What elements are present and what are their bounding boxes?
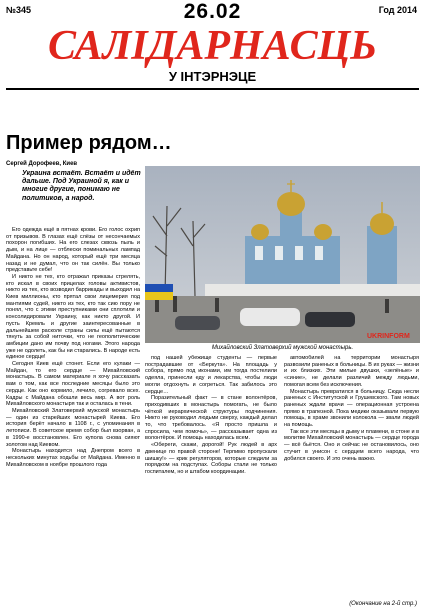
continuation-note: (Окончание на 2-й стр.) [349, 601, 417, 607]
issue-number: №345 [6, 5, 32, 15]
paragraph: Монастырь находится над Днепром всего в нескольких минутах ходьбы от Майдана. Именно в Михайловском в ноябре прошлого года [6, 448, 140, 468]
article-lede: Украина встаёт. Встаёт и идёт дальше. Под Украиной я, как и многие другие, понимаю не политиков, а народ. [22, 170, 141, 202]
photo-caption: Михайловский Златоверхий мужской монастырь. [211, 345, 354, 351]
newspaper-masthead: САЛIДАРНАСЦЬ [48, 22, 377, 69]
article-byline: Сергей Дорофеев, Киев [6, 161, 78, 167]
paragraph: под нашей убежище студенты — первые пострадавшие от «Беркута». На площадь у собора, прямо под иконами, им тогда постелили одеяла, принесли еду и лекарства, чтобы люди могли отдохнуть и согреться. Так забилось это сердце… [145, 355, 277, 395]
paragraph: Монастырь превратился в больницу. Сюда несли раненых с Институтской и Грушевского. Там новых раненых ждали врачи — операционная устроена прямо в трапезной. Пока медики оказывали первую помощь, в храме звонили колокола — звали людей на помощь. [284, 388, 419, 429]
issue-date: 26.02 [183, 0, 242, 23]
article-column-2 [145, 355, 277, 601]
monastery-photo [145, 166, 420, 343]
newspaper-subhead: У ІНТЭРНЭЦЕ [168, 69, 257, 84]
article-column-3 [284, 355, 419, 587]
paragraph: «Обереги, скажи, дорогой! Рук людей в арх двенице по правой стороне! Терпимо пропускали шишку!» — крик регуляторов, которые следили за порядком на подступах. Соборы стали не только госпиталем, но и штабом координации. [145, 442, 277, 475]
paragraph: автомобилей на территории монастыря развозили раненых в больницы. В их руках — жизни и их близких. Эти милые двушки, «зелёные» и «синие», не делали различий между людьми, помогая всем без исключения. [284, 355, 419, 388]
paragraph: Сегодня Киев ещё стонет. Если его кулаки — Майдан, то его сердце — Михайловский монастырь. В самом материале я хочу рассказать вам о том, как все последние месяцы было это сердце. Как оно кормило, лечило, согревало всех. Кадры с Майдана обошли весь мир. А вот роль Михайловского монастыря так и осталась в тени. [6, 361, 140, 408]
monastery-illustration [145, 166, 420, 343]
paragraph: Михайловский Златоверхий мужской монастырь — один из старейших монастырей Киева. Его история берёт начало в 1108 г., с упоминания в летописи. В советское время собор был взорван, а в 1990-е восстановлен. Его купола снова сияют золотом над Киевом. [6, 407, 140, 448]
paragraph: И никто не тех, кто отражал приказы стрелять, кто искал в своих прицелах головы активистов, никто из тех, кто возводил баррикады и выходил на Киев миллионы, кто прятал свои лицемерия под мантиями судей, никто из тех, кто так сию пору не понял, что с этими преступниками они сплотили и консолидировали Украину, как никто другой. И пусть Кремль и другие заинтересованные в дальнейшем расколе страны силы ещё пытаются тянуть за собой ниточки, что не геополитические амбиции дано им почву под ногами. Этого народа уже не одолеть, как бы ни старались. В народе есть единое сердце! [6, 273, 140, 361]
header-rule [6, 88, 419, 90]
issue-year: Год 2014 [378, 5, 417, 15]
article-column-1 [6, 227, 140, 601]
article-headline: Пример рядом… [6, 132, 172, 154]
paragraph: Поразительный факт — в стане волонтёров, приходивших в монастырь помогать, не было чёткой иерархической структуры подчинения. Никто не руководил людьми сверху, каждый делал то, что требовалось. «Я просто пришла и спросила, чем помочь», — рассказывает одна из волонтёрок. И помощь находилась всем. [145, 395, 277, 442]
paragraph: Так все эти месяцы в дыму и пламени, в стоне и в молитве Михайловский монастырь — сердце города — всё бьётся. Оно и сейчас не остановилось, оно стучит в унисон с сердцем всего народа, что добился своего. И это очень важно. [284, 428, 419, 462]
paragraph: Его одежда ещё в пятнах крови. Его голос охрип от призывов. В глазах ещё слёзы от несончаемых похорон погибших. На его слезах сквозь пыль и дым, и на лице — отблески поминальных лампад Майдана. Но он народ, который ещё три месяца назад и не думал, что он так силён. Вы только представьте себе! [6, 227, 140, 274]
photo-watermark: UKRINFORM [367, 333, 410, 340]
